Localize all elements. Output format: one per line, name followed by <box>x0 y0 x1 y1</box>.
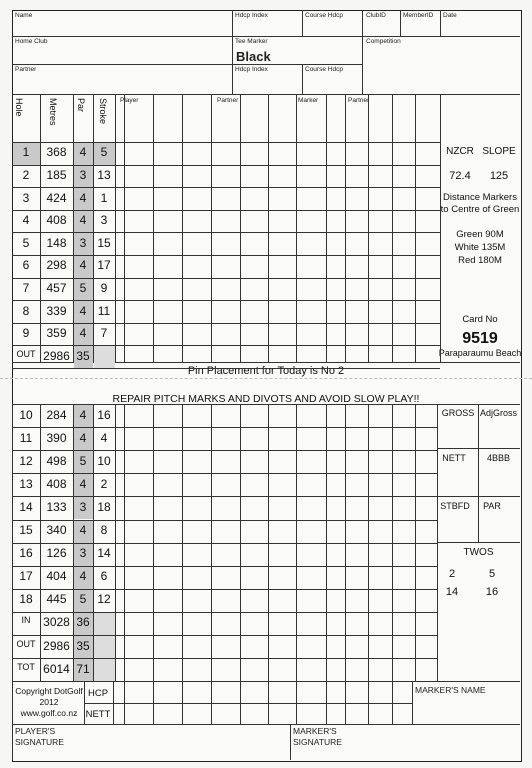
card-number: 9519 <box>462 330 498 347</box>
partner-column-header: Partner <box>217 97 239 104</box>
hole-number: 8 <box>22 303 30 318</box>
totals-label: TOT <box>17 661 35 672</box>
hole-par: 4 <box>79 213 87 228</box>
grid-line <box>124 404 125 681</box>
hole-metres: 408 <box>46 476 67 491</box>
hole-number: 7 <box>22 280 30 295</box>
totals-stroke-shade <box>94 659 115 681</box>
metres-column-header: Metres <box>48 98 58 126</box>
grid-line <box>182 681 183 724</box>
grid-line <box>40 94 41 362</box>
hole-metres: 498 <box>46 453 67 468</box>
hole-metres: 408 <box>46 213 67 228</box>
hole-metres: 368 <box>46 145 67 160</box>
nzcr-value: 72.4 <box>449 170 471 182</box>
hole-stroke-index: 17 <box>97 258 111 273</box>
hole-number: 13 <box>19 476 33 491</box>
hole-number: 5 <box>22 235 30 250</box>
hole-stroke-index: 4 <box>100 430 108 445</box>
grid-line <box>12 496 115 497</box>
grid-line <box>115 496 437 497</box>
hole-number: 2 <box>22 167 30 182</box>
grid-line <box>115 612 437 613</box>
green-distance: Green 90M <box>456 229 504 240</box>
hole-stroke-index: 9 <box>100 280 108 295</box>
nett-label: NETT <box>442 453 466 463</box>
gross-label: GROSS <box>441 408 475 418</box>
hole-par: 4 <box>79 303 87 318</box>
distance-markers-note: Distance Markers to Centre of Green <box>440 192 520 215</box>
hole-stroke-index: 7 <box>100 326 108 341</box>
grid-line <box>412 681 413 724</box>
hole-number: 9 <box>22 326 30 341</box>
grid-line <box>415 94 416 362</box>
marker-column-header: Marker <box>298 97 319 104</box>
grid-line <box>478 404 479 542</box>
hole-metres: 390 <box>46 430 67 445</box>
grid-line <box>392 94 393 362</box>
grid-line <box>326 94 327 362</box>
totals-par: 36 <box>76 615 90 630</box>
copyright-block <box>15 686 83 719</box>
grid-line <box>115 427 437 428</box>
totals-label: IN <box>21 615 31 626</box>
grid-line <box>12 543 115 544</box>
hole-column-header: Hole <box>14 98 24 117</box>
grid-line <box>115 589 437 590</box>
grid-line <box>12 368 440 369</box>
slope-value: 125 <box>489 170 509 182</box>
grid-line <box>115 566 437 567</box>
hole-stroke-index: 8 <box>100 523 108 538</box>
hole-par: 4 <box>79 190 87 205</box>
hole-number: 12 <box>19 453 33 468</box>
player-signature-label: PLAYER'S SIGNATURE <box>15 726 64 747</box>
grid-line <box>115 473 437 474</box>
grid-line <box>211 94 212 362</box>
hole-metres: 148 <box>46 235 67 250</box>
stbfd-label: STBFD <box>440 501 470 511</box>
hole-number: 1 <box>22 145 30 160</box>
hole-par: 4 <box>79 430 87 445</box>
hole-par: 4 <box>79 258 87 273</box>
hole-par: 4 <box>79 407 87 422</box>
hole-metres: 133 <box>46 499 67 514</box>
competition-label: Competition <box>366 38 401 45</box>
hole-par: 5 <box>79 280 87 295</box>
hole-metres: 298 <box>46 258 67 273</box>
repair-notice: REPAIR PITCH MARKS AND DIVOTS AND AVOID SLOW PLAY!! <box>112 393 420 405</box>
grid-line <box>12 450 115 451</box>
hole-par: 3 <box>79 167 87 182</box>
hole-stroke-index: 16 <box>97 407 111 422</box>
hdcp-index-label-2: Hdcp Index <box>235 66 268 73</box>
date-label: Date <box>443 12 457 19</box>
grid-line <box>345 404 346 681</box>
grid-line <box>12 681 520 682</box>
hole-number: 17 <box>19 569 33 584</box>
grid-line <box>153 94 154 362</box>
nett-footer-label: NETT <box>85 709 111 720</box>
grid-line <box>211 404 212 681</box>
hole-par: 5 <box>79 453 87 468</box>
twos-value-4: 16 <box>485 586 499 598</box>
grid-line <box>326 404 327 681</box>
grid-line <box>115 94 116 362</box>
totals-metres: 2986 <box>43 638 70 653</box>
totals-stroke-shade <box>94 636 115 658</box>
grid-line <box>115 543 437 544</box>
grid-line <box>115 635 437 636</box>
course-hdcp-label-2: Course Hdcp <box>305 66 343 73</box>
totals-metres: 6014 <box>43 661 70 676</box>
out-label: OUT <box>16 348 36 359</box>
hole-stroke-index: 10 <box>97 453 111 468</box>
hole-stroke-index: 13 <box>97 167 111 182</box>
grid-line <box>240 404 241 681</box>
grid-line <box>240 681 241 724</box>
hcp-label: HCP <box>87 688 109 699</box>
hole-stroke-index: 3 <box>100 213 108 228</box>
grid-line <box>240 94 241 362</box>
card-no-label: Card No <box>462 314 498 325</box>
grid-line <box>113 681 114 724</box>
hole-par: 4 <box>79 569 87 584</box>
slope-label: SLOPE <box>482 146 516 157</box>
nzcr-label: NZCR <box>446 146 474 157</box>
hole-number: 4 <box>22 213 30 228</box>
hole-stroke-index: 12 <box>97 592 111 607</box>
totals-par: 71 <box>76 661 90 676</box>
grid-line <box>12 724 520 725</box>
grid-line <box>268 94 269 362</box>
grid-line <box>182 404 183 681</box>
totals-metres: 3028 <box>43 615 70 630</box>
hole-number: 10 <box>19 407 33 422</box>
hole-par: 3 <box>79 546 87 561</box>
adj-gross-label: AdjGross <box>479 408 517 418</box>
red-distance: Red 180M <box>458 255 502 266</box>
grid-line <box>440 94 441 362</box>
hole-stroke-index: 1 <box>100 190 108 205</box>
hole-stroke-index: 11 <box>97 303 111 318</box>
hole-metres: 457 <box>46 280 67 295</box>
grid-line <box>12 427 115 428</box>
grid-line <box>182 94 183 362</box>
grid-line <box>392 404 393 681</box>
grid-line <box>345 681 346 724</box>
grid-line <box>93 94 94 362</box>
grid-line <box>268 404 269 681</box>
hole-metres: 340 <box>46 523 67 538</box>
home-club-label: Home Club <box>15 38 48 45</box>
hole-par: 5 <box>79 592 87 607</box>
grid-line <box>115 658 437 659</box>
out-metres: 2986 <box>43 348 70 363</box>
grid-line <box>153 404 154 681</box>
hole-number: 14 <box>19 499 33 514</box>
grid-line <box>268 681 269 724</box>
copyright-text: Copyright DotGolf 2012 www.golf.co.nz <box>15 686 83 718</box>
club-id-label: ClubID <box>366 12 386 19</box>
totals-stroke-shade <box>94 613 115 635</box>
grid-line <box>115 404 116 681</box>
hole-number: 3 <box>22 190 30 205</box>
hole-par: 4 <box>79 145 87 160</box>
hole-metres: 424 <box>46 190 67 205</box>
par-result-label: PAR <box>483 501 501 511</box>
hole-metres: 359 <box>46 326 67 341</box>
grid-line <box>12 520 115 521</box>
hole-number: 18 <box>19 592 33 607</box>
hole-stroke-index: 6 <box>100 569 108 584</box>
grid-line <box>84 681 85 724</box>
white-distance: White 135M <box>454 242 506 253</box>
fold-line <box>0 378 532 379</box>
grid-line <box>12 589 115 590</box>
grid-line <box>153 681 154 724</box>
partner-label: Partner <box>15 66 37 73</box>
totals-label: OUT <box>16 638 36 649</box>
grid-line <box>124 94 125 362</box>
4bbb-label: 4BBB <box>486 453 510 463</box>
grid-line <box>368 681 369 724</box>
hole-stroke-index: 15 <box>97 235 111 250</box>
hole-metres: 339 <box>46 303 67 318</box>
grid-line <box>115 450 437 451</box>
hole-metres: 404 <box>46 569 67 584</box>
tee-marker-label: Tee Marker <box>235 38 268 45</box>
hole-stroke-index: 2 <box>100 476 108 491</box>
player-column-header: Player <box>120 97 139 104</box>
grid-line <box>296 404 297 681</box>
twos-label: TWOS <box>463 547 494 558</box>
grid-line <box>437 542 520 543</box>
pin-placement-notice: Pin Placement for Today is No 2 <box>187 365 345 377</box>
hole-metres: 445 <box>46 592 67 607</box>
grid-line <box>211 681 212 724</box>
club-location: Paraparaumu Beach <box>438 348 522 358</box>
hole-par: 4 <box>79 326 87 341</box>
out-stroke-shade <box>94 346 115 368</box>
hole-number: 16 <box>19 546 33 561</box>
par-column-header: Par <box>76 98 86 113</box>
hole-number: 6 <box>22 258 30 273</box>
grid-line <box>392 681 393 724</box>
grid-line <box>296 681 297 724</box>
hole-number: 11 <box>19 430 33 445</box>
grid-line <box>84 703 412 704</box>
hole-par: 4 <box>79 523 87 538</box>
hole-stroke-index: 14 <box>97 546 111 561</box>
hole-stroke-index: 18 <box>97 499 111 514</box>
grid-line <box>368 94 369 362</box>
grid-line <box>12 473 115 474</box>
hole-stroke-index: 5 <box>100 145 108 160</box>
grid-line <box>345 94 346 362</box>
grid-line <box>115 520 437 521</box>
marker-name-label: MARKER'S NAME <box>415 685 486 695</box>
hole-par: 3 <box>79 499 87 514</box>
member-id-label: MemberID <box>403 12 434 19</box>
grid-line <box>12 566 115 567</box>
out-par: 35 <box>76 348 90 363</box>
twos-value-3: 14 <box>445 586 459 598</box>
hdcp-index-label: Hdcp Index <box>235 12 268 19</box>
hole-metres: 185 <box>46 167 67 182</box>
hole-par: 4 <box>79 476 87 491</box>
hole-metres: 126 <box>46 546 67 561</box>
stroke-column-header: Stroke <box>98 98 108 125</box>
totals-par: 35 <box>76 638 90 653</box>
grid-line <box>296 94 297 362</box>
grid-line <box>415 404 416 681</box>
twos-value-1: 2 <box>448 568 456 580</box>
course-hdcp-label: Course Hdcp <box>305 12 343 19</box>
hole-metres: 284 <box>46 407 67 422</box>
grid-line <box>124 681 125 724</box>
tee-marker-value: Black <box>236 49 271 64</box>
course-info-panel <box>440 142 520 362</box>
grid-line <box>368 404 369 681</box>
marker-signature-label: MARKER'S SIGNATURE <box>293 726 342 747</box>
name-label: Name <box>15 12 33 19</box>
grid-line <box>326 681 327 724</box>
grid-line <box>290 724 291 760</box>
partner2-column-header: Partner <box>348 97 370 104</box>
hole-number: 15 <box>19 523 33 538</box>
hole-par: 3 <box>79 235 87 250</box>
twos-value-2: 5 <box>488 568 496 580</box>
